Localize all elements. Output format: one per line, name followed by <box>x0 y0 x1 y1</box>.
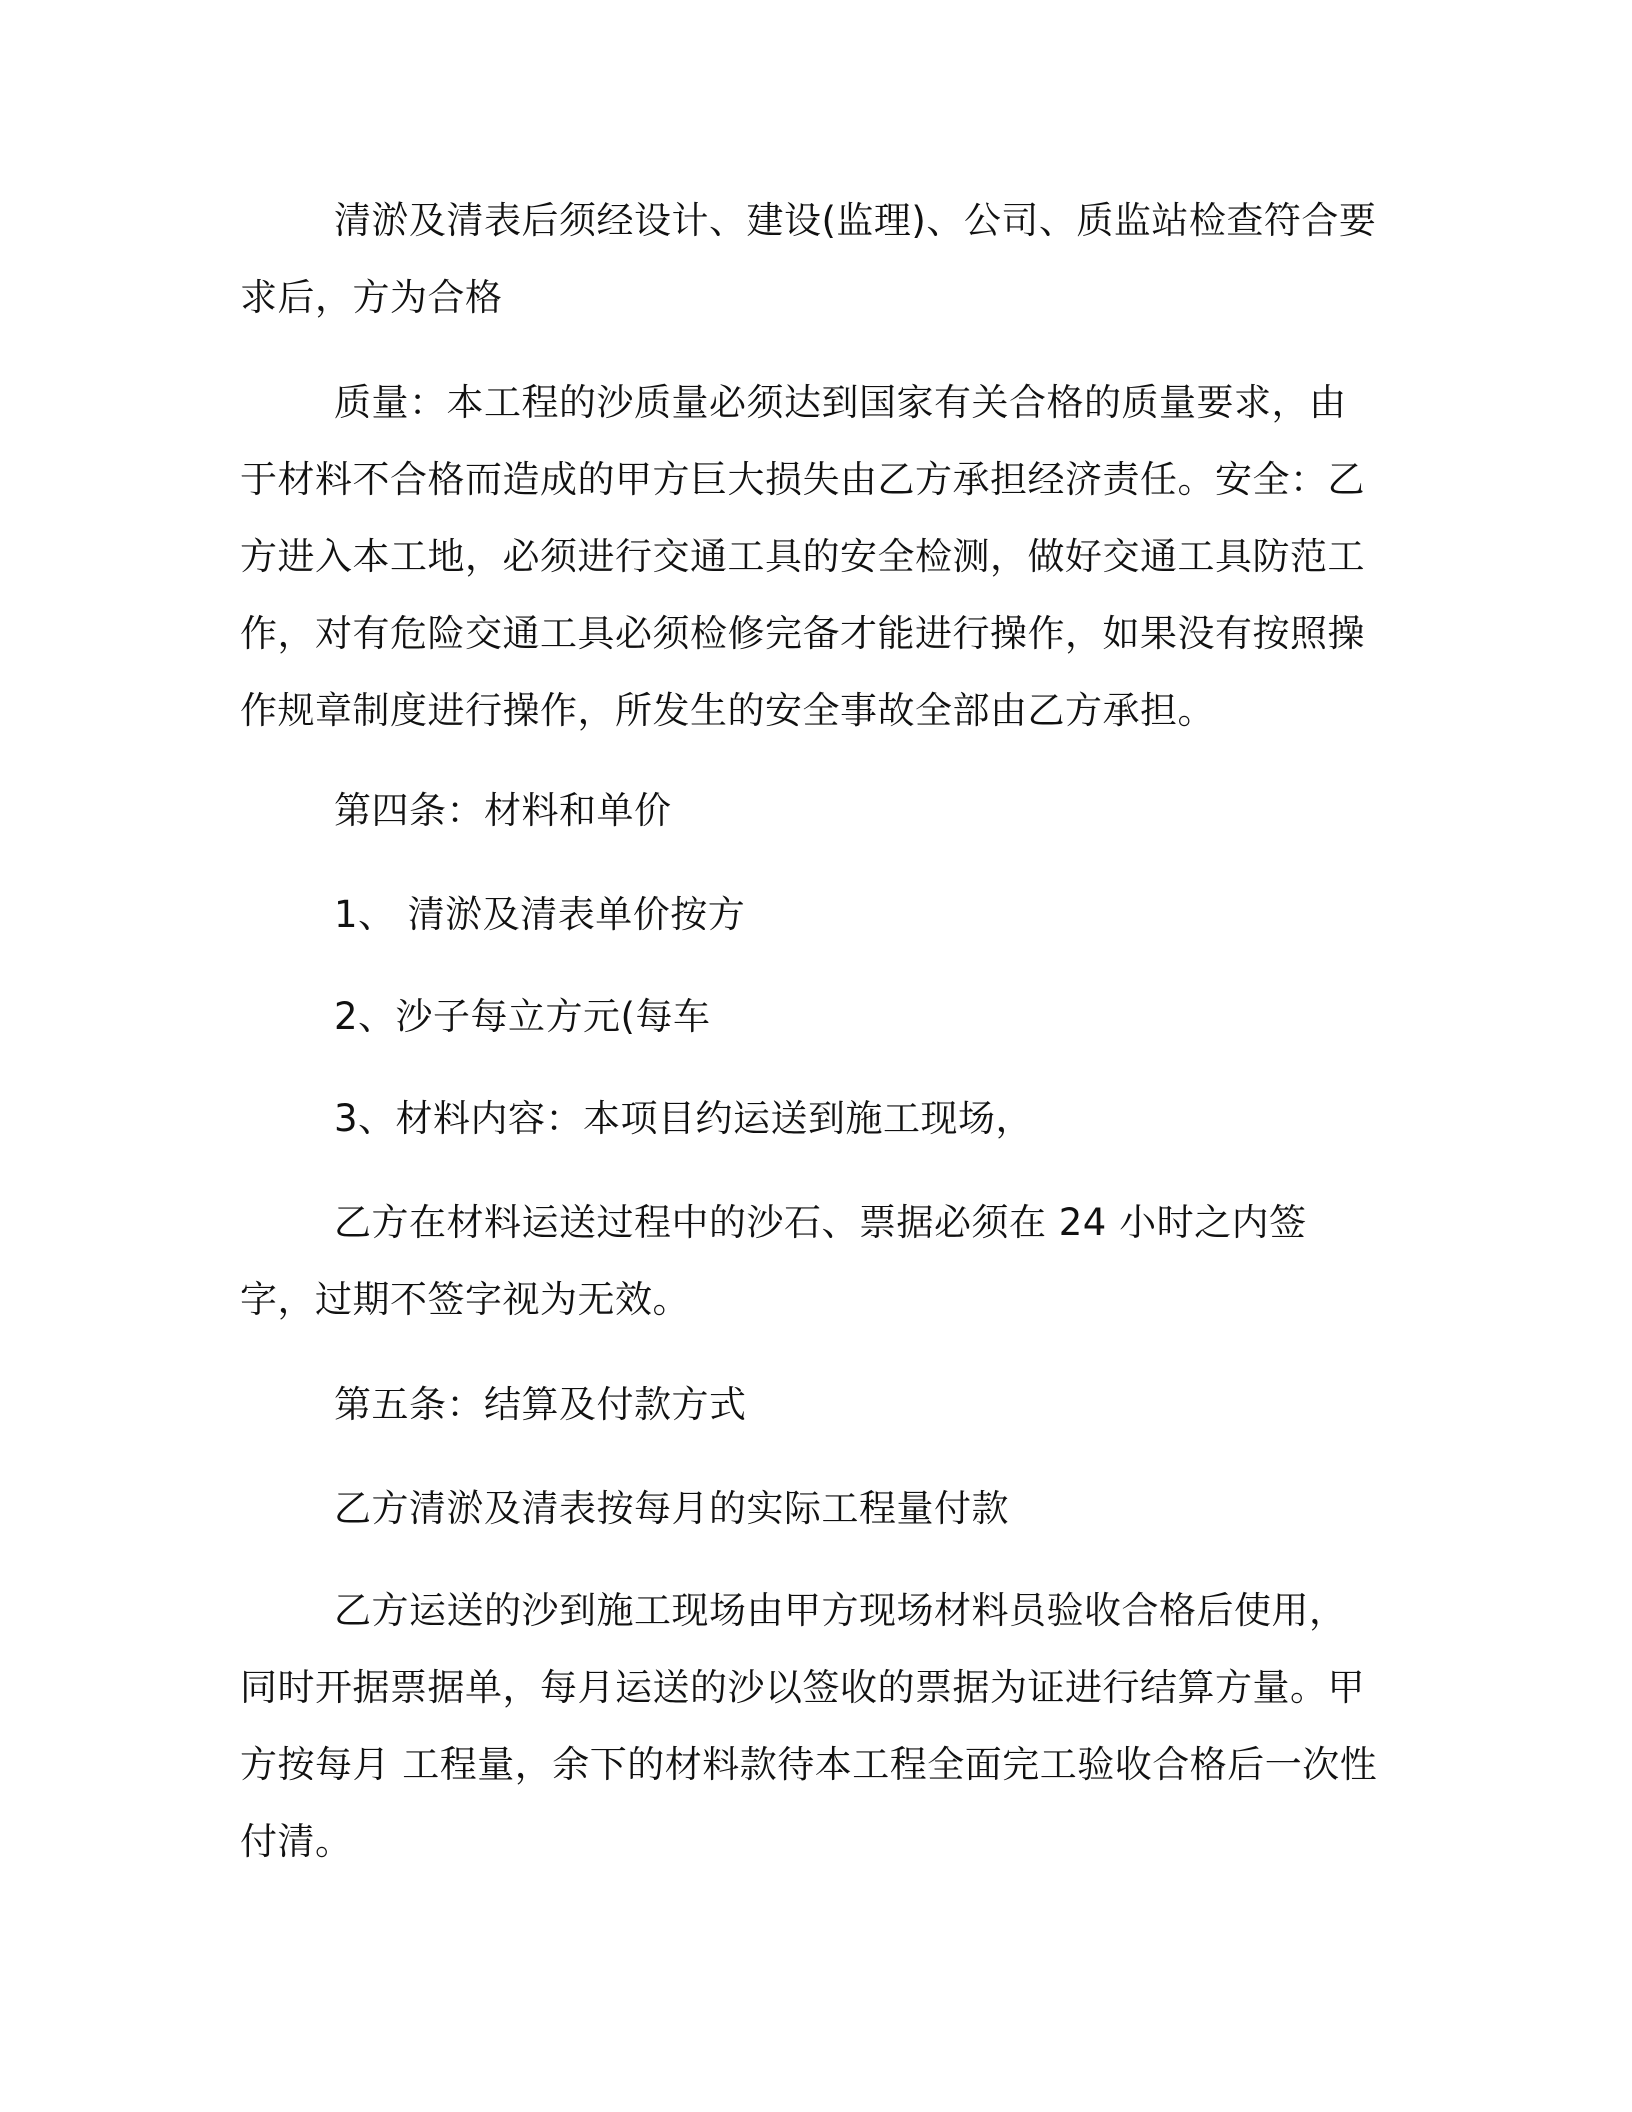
paragraph-inspection-approval: 清淤及清表后须经设计、建设(监理)、公司、质监站检查符合要求后，方为合格 <box>240 199 1377 319</box>
paragraph-quality-safety: 质量：本工程的沙质量必须达到国家有关合格的质量要求，由于材料不合格而造成的甲方巨大损失由乙方承担经济责任。安全：乙方进入本工地，必须进行交通工具的安全检测，做好交通工具防范工作，对有危险交通工具必须检修完备才能进行操作，如果没有按照操作规章制度进行操作，所发生的安全事故全部由乙方承担。 <box>240 381 1365 732</box>
paragraph-monthly-payment: 乙方清淤及清表按每月的实际工程量付款 <box>334 1487 1009 1530</box>
list-item-3: 3、材料内容：本项目约运送到施工现场， <box>334 1097 1034 1140</box>
paragraph-settlement: 乙方运送的沙到施工现场由甲方现场材料员验收合格后使用，同时开据票据单，每月运送的沙以签收的票据为证进行结算方量。甲方按每月 工程量，余下的材料款待本工程全面完工验收合格后一次性付清。 <box>240 1589 1378 1863</box>
list-item-2: 2、沙子每立方元(每车 <box>334 995 711 1038</box>
paragraph-receipt-signing: 乙方在材料运送过程中的沙石、票据必须在 24 小时之内签字，过期不签字视为无效。 <box>240 1201 1307 1321</box>
list-item-1: 1、 清淤及清表单价按方 <box>334 893 746 936</box>
section-heading-article-5: 第五条：结算及付款方式 <box>334 1383 747 1426</box>
section-heading-article-4: 第四条：材料和单价 <box>334 789 672 832</box>
